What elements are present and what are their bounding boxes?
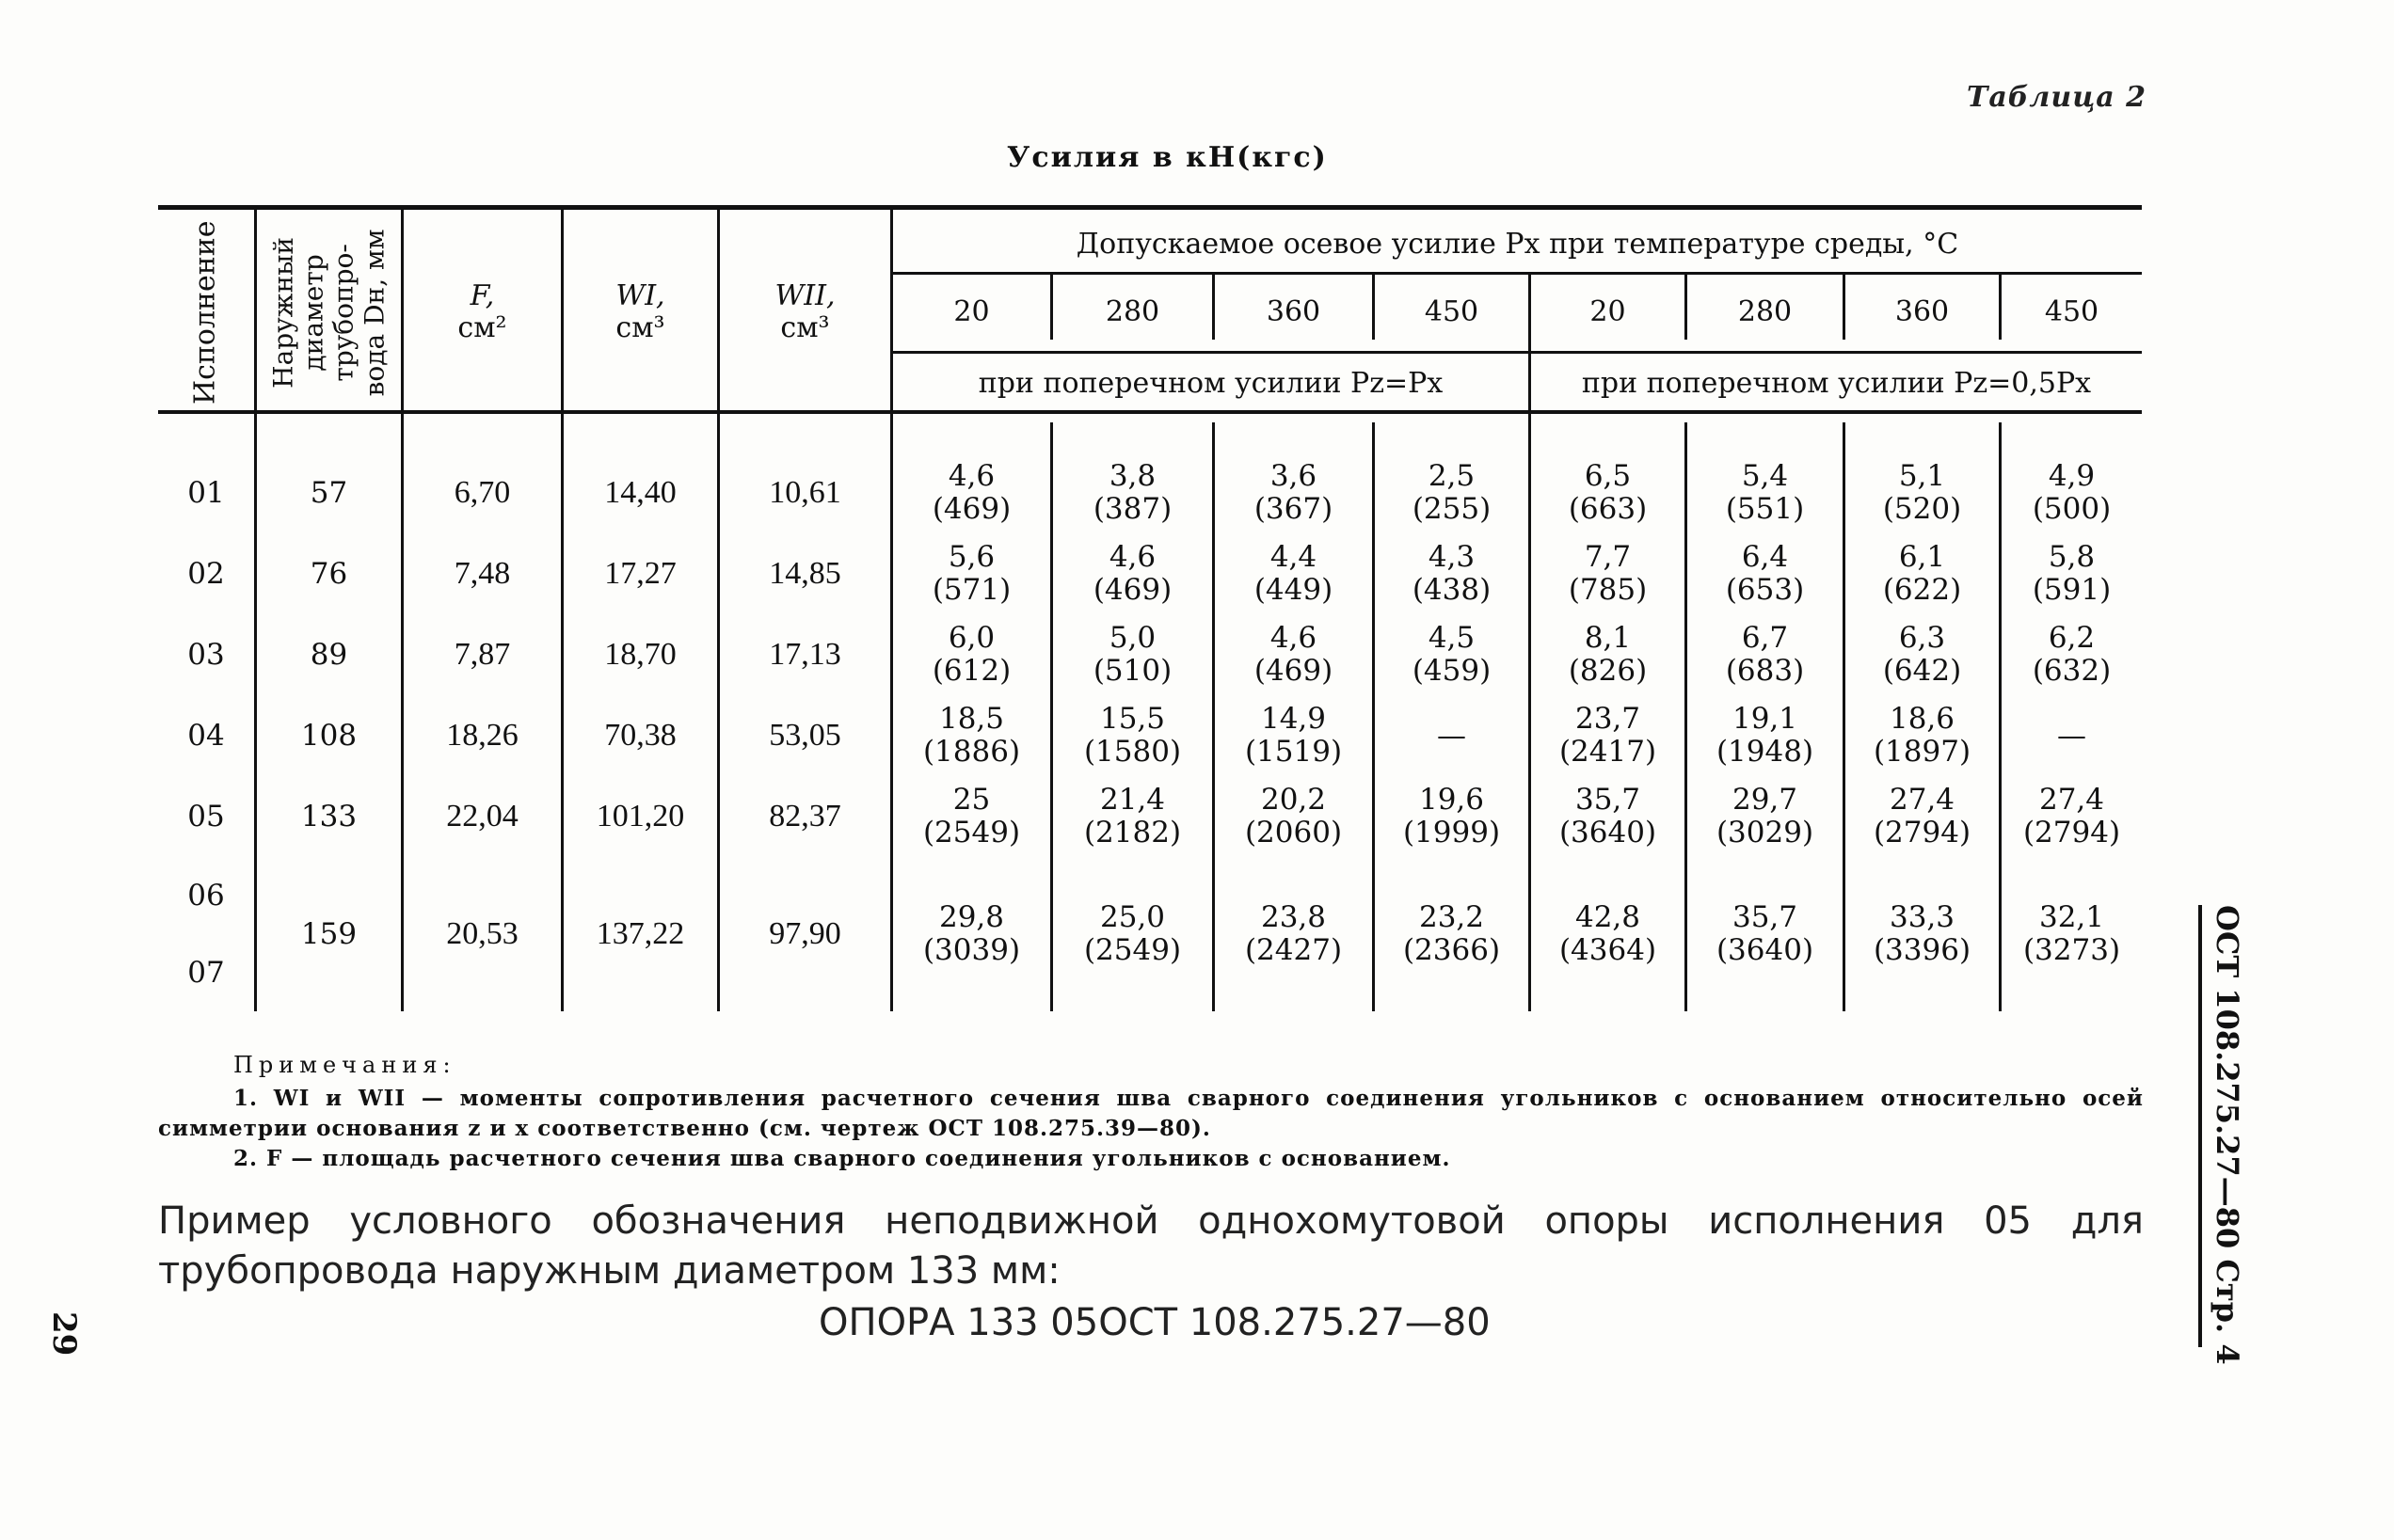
note-1: 1. WI и WII — моменты сопротивления расчетного сечения шва сварного соединения угольников с основанием относительно осей bbox=[233, 1086, 2144, 1111]
temp-col: 280 bbox=[1105, 295, 1160, 329]
cell-d: 159 bbox=[300, 916, 358, 951]
cell-force-value: 35,7 (3640) bbox=[1716, 900, 1814, 967]
cell-force-value: 8,1 (826) bbox=[1568, 621, 1648, 688]
cell-force-value: 27,4 (2794) bbox=[1873, 783, 1971, 849]
cell-force-value: 4,4 (449) bbox=[1253, 540, 1333, 607]
cell-force-value: 5,8 (591) bbox=[2032, 540, 2112, 607]
cell-W1: 18,70 bbox=[604, 636, 677, 672]
cell-W1: 137,22 bbox=[596, 915, 685, 951]
cell-force-value: 18,5 (1886) bbox=[922, 702, 1021, 769]
cell-force-value: 6,0 (612) bbox=[932, 621, 1012, 688]
cell-force-value: 29,8 (3039) bbox=[922, 900, 1021, 967]
cell-isp: 02 bbox=[187, 556, 225, 591]
cell-W1: 17,27 bbox=[604, 555, 677, 591]
cell-force-value: 6,7 (683) bbox=[1725, 621, 1805, 688]
temp-col: 450 bbox=[2044, 295, 2099, 329]
cell-d: 108 bbox=[300, 718, 358, 753]
cell-d: 133 bbox=[300, 799, 358, 834]
table-caption: Усилия в кН(кгс) bbox=[1007, 141, 1328, 174]
cell-W2: 10,61 bbox=[769, 474, 841, 510]
cell-force-value: 27,4 (2794) bbox=[2022, 783, 2121, 849]
cell-force-value: 6,2 (632) bbox=[2032, 621, 2112, 688]
cell-F: 6,70 bbox=[454, 474, 511, 510]
header-W2: WII, см³ bbox=[774, 278, 836, 344]
cell-force-value: 5,4 (551) bbox=[1725, 459, 1805, 526]
cell-force-value: 25 (2549) bbox=[922, 783, 1021, 849]
cell-W2: 53,05 bbox=[769, 717, 841, 753]
cell-force-value: 5,6 (571) bbox=[932, 540, 1012, 607]
side-standard-label: ОСТ 108.275.27—80 Стр. 4 bbox=[2210, 905, 2245, 1365]
cell-force-value: — bbox=[2057, 718, 2086, 753]
header-F: F, см² bbox=[457, 278, 507, 344]
cell-force-value: — bbox=[1437, 718, 1466, 753]
cell-force-value: 7,7 (785) bbox=[1568, 540, 1648, 607]
cell-d: 57 bbox=[310, 475, 348, 510]
cell-force-value: 32,1 (3273) bbox=[2022, 900, 2121, 967]
cell-force-value: 2,5 (255) bbox=[1412, 459, 1492, 526]
note-2: 2. F — площадь расчетного сечения шва сварного соединения угольников с основанием. bbox=[233, 1146, 1451, 1171]
cell-ispolnenie: 06 bbox=[187, 878, 225, 913]
cell-force-value: 25,0 (2549) bbox=[1083, 900, 1182, 967]
temp-col: 360 bbox=[1894, 295, 1950, 329]
cell-d: 89 bbox=[310, 637, 348, 672]
cell-force-value: 4,6 (469) bbox=[1093, 540, 1173, 607]
cell-force-value: 6,1 (622) bbox=[1882, 540, 1962, 607]
cell-F: 20,53 bbox=[446, 915, 519, 951]
temp-col: 450 bbox=[1424, 295, 1479, 329]
designation: ОПОРА 133 05ОСТ 108.275.27—80 bbox=[819, 1301, 1491, 1344]
group-header-1: при поперечном усилии Pz=Px bbox=[978, 367, 1444, 401]
cell-isp: 04 bbox=[187, 718, 225, 753]
cell-force-value: 4,6 (469) bbox=[932, 459, 1012, 526]
cell-isp: 01 bbox=[187, 475, 225, 510]
cell-F: 18,26 bbox=[446, 717, 519, 753]
cell-ispolnenie: 07 bbox=[187, 955, 225, 990]
cell-force-value: 6,3 (642) bbox=[1882, 621, 1962, 688]
cell-force-value: 6,5 (663) bbox=[1568, 459, 1648, 526]
cell-force-value: 3,8 (387) bbox=[1093, 459, 1173, 526]
cell-force-value: 42,8 (4364) bbox=[1558, 900, 1657, 967]
cell-force-value: 4,6 (469) bbox=[1253, 621, 1333, 688]
cell-force-value: 19,1 (1948) bbox=[1716, 702, 1814, 769]
cell-F: 7,87 bbox=[454, 636, 511, 672]
cell-force-value: 23,2 (2366) bbox=[1402, 900, 1501, 967]
cell-isp: 03 bbox=[187, 637, 225, 672]
cell-W2: 82,37 bbox=[769, 798, 841, 834]
temp-col: 280 bbox=[1737, 295, 1793, 329]
header-ispolnenie: Исполнение bbox=[188, 220, 222, 405]
forces-table bbox=[158, 205, 2142, 1011]
cell-W1: 14,40 bbox=[604, 474, 677, 510]
cell-force-value: 6,4 (653) bbox=[1725, 540, 1805, 607]
cell-force-value: 4,5 (459) bbox=[1412, 621, 1492, 688]
cell-force-value: 23,7 (2417) bbox=[1558, 702, 1657, 769]
page-number: 29 bbox=[45, 1311, 83, 1357]
cell-F: 22,04 bbox=[446, 798, 519, 834]
cell-force-value: 33,3 (3396) bbox=[1873, 900, 1971, 967]
cell-W1: 70,38 bbox=[604, 717, 677, 753]
cell-force-value: 21,4 (2182) bbox=[1083, 783, 1182, 849]
cell-isp: 05 bbox=[187, 799, 225, 834]
cell-W2: 14,85 bbox=[769, 555, 841, 591]
cell-d: 76 bbox=[310, 556, 348, 591]
group-header-2: при поперечном усилии Pz=0,5Px bbox=[1581, 367, 2092, 401]
cell-force-value: 35,7 (3640) bbox=[1558, 783, 1657, 849]
header-allowed-force: Допускаемое осевое усилие Px при температуре среды, °С bbox=[1076, 227, 1959, 261]
temp-col: 360 bbox=[1266, 295, 1321, 329]
cell-force-value: 23,8 (2427) bbox=[1244, 900, 1343, 967]
cell-force-value: 4,3 (438) bbox=[1412, 540, 1492, 607]
temp-col: 20 bbox=[1589, 295, 1626, 329]
table-label: Таблица 2 bbox=[1967, 81, 2147, 114]
note-1-continued: симметрии основания z и x соответственно (см. чертеж ОСТ 108.275.39—80). bbox=[158, 1116, 1211, 1141]
cell-force-value: 19,6 (1999) bbox=[1402, 783, 1501, 849]
cell-force-value: 18,6 (1897) bbox=[1873, 702, 1971, 769]
notes-title: Примечания: bbox=[233, 1052, 456, 1078]
header-diameter: Наружный диаметр трубопро- вода Dн, мм bbox=[267, 229, 390, 396]
cell-force-value: 14,9 (1519) bbox=[1244, 702, 1343, 769]
cell-force-value: 4,9 (500) bbox=[2032, 459, 2112, 526]
cell-force-value: 3,6 (367) bbox=[1253, 459, 1333, 526]
cell-force-value: 15,5 (1580) bbox=[1083, 702, 1182, 769]
cell-W1: 101,20 bbox=[596, 798, 685, 834]
cell-force-value: 5,0 (510) bbox=[1093, 621, 1173, 688]
cell-force-value: 29,7 (3029) bbox=[1716, 783, 1814, 849]
cell-force-value: 20,2 (2060) bbox=[1244, 783, 1343, 849]
cell-F: 7,48 bbox=[454, 555, 511, 591]
cell-force-value: 5,1 (520) bbox=[1882, 459, 1962, 526]
header-W1: WI, см³ bbox=[615, 278, 665, 344]
temp-col: 20 bbox=[953, 295, 990, 329]
example-text: Пример условного обозначения неподвижной однохомутовой опоры исполнения 05 для трубопровода наружным диаметром 133 мм: bbox=[158, 1199, 2144, 1293]
cell-W2: 17,13 bbox=[769, 636, 841, 672]
cell-W2: 97,90 bbox=[769, 915, 841, 951]
